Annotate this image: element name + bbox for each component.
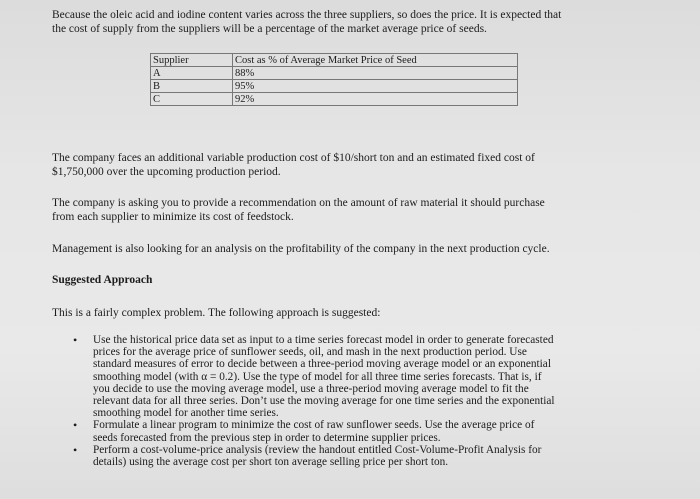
table-row bbox=[151, 93, 518, 106]
paragraph-line: This is a fairly complex problem. The following approach is suggested: bbox=[52, 307, 381, 319]
paragraph-line: The company faces an additional variable production cost of $10/short ton and an estimated fixed cost of bbox=[52, 152, 535, 164]
list-item-line: Use the historical price data set as input to a time series forecast model in order to generate forecasted bbox=[93, 334, 554, 346]
list-item-line: you decide to use the moving average model, use a three-period moving average model to fit the bbox=[93, 382, 529, 395]
list-item-line: Formulate a linear program to minimize the cost of raw sunflower seeds. Use the average price of bbox=[93, 419, 535, 432]
approach-bullet-list bbox=[52, 334, 642, 468]
table-cell: B bbox=[151, 80, 233, 93]
intro-paragraph bbox=[52, 8, 652, 36]
list-item-line: prices for the average price of sunflower seeds, oil, and mash in the next production period. Use bbox=[93, 346, 527, 359]
list-item-line: smoothing model for another time series. bbox=[93, 407, 279, 420]
section-heading: Suggested Approach bbox=[52, 274, 153, 286]
paragraph-line: Management is also looking for an analysis on the profitability of the company in the next production cycle. bbox=[52, 243, 550, 255]
list-item bbox=[52, 334, 642, 419]
intro-line: the cost of supply from the suppliers will be a percentage of the market average price of seeds. bbox=[52, 23, 487, 35]
table-header-cell: Supplier bbox=[151, 54, 233, 67]
intro-line: Because the oleic acid and iodine content varies across the three suppliers, so does the price. It is expected that bbox=[52, 9, 562, 21]
paragraph-line: The company is asking you to provide a recommendation on the amount of raw material it should purchase bbox=[52, 197, 545, 209]
bullet-icon: • bbox=[73, 418, 78, 433]
list-item-line: smoothing model (with α = 0.2). Use the type of model for all three time series forecasts. That is, if bbox=[93, 370, 542, 383]
table-cell: 88% bbox=[233, 67, 518, 80]
bullet-icon: • bbox=[73, 442, 78, 457]
supplier-cost-table bbox=[150, 53, 518, 106]
list-item-line: standard measures of error to decide between a three-period moving average model or an exponential bbox=[93, 358, 551, 371]
paragraph-line: from each supplier to minimize its cost of feedstock. bbox=[52, 211, 294, 223]
list-item bbox=[52, 444, 642, 468]
cost-paragraph bbox=[52, 151, 652, 179]
table-cell: A bbox=[151, 67, 233, 80]
paragraph-line: $1,750,000 over the upcoming production period. bbox=[52, 166, 281, 178]
table-row bbox=[151, 67, 518, 80]
table-header-cell: Cost as % of Average Market Price of Seed bbox=[233, 54, 518, 67]
table-row bbox=[151, 80, 518, 93]
management-paragraph bbox=[52, 242, 652, 256]
approach-intro-paragraph bbox=[52, 306, 652, 320]
list-item bbox=[52, 419, 642, 443]
table-cell: 95% bbox=[233, 80, 518, 93]
list-item-line: Perform a cost-volume-price analysis (review the handout entitled Cost-Volume-Profit Analysis for bbox=[93, 443, 542, 456]
table-cell: 92% bbox=[233, 93, 518, 106]
table-cell: C bbox=[151, 93, 233, 106]
bullet-icon: • bbox=[73, 333, 78, 347]
list-item-line: seeds forecasted from the previous step in order to determine supplier prices. bbox=[93, 431, 441, 444]
list-item-line: relevant data for all three series. Don’t use the moving average for one time series and the exponential bbox=[93, 395, 555, 408]
recommendation-paragraph bbox=[52, 196, 652, 224]
list-item-line: details) using the average cost per short ton average selling price per short ton. bbox=[93, 456, 449, 469]
table-header-row bbox=[151, 54, 518, 67]
